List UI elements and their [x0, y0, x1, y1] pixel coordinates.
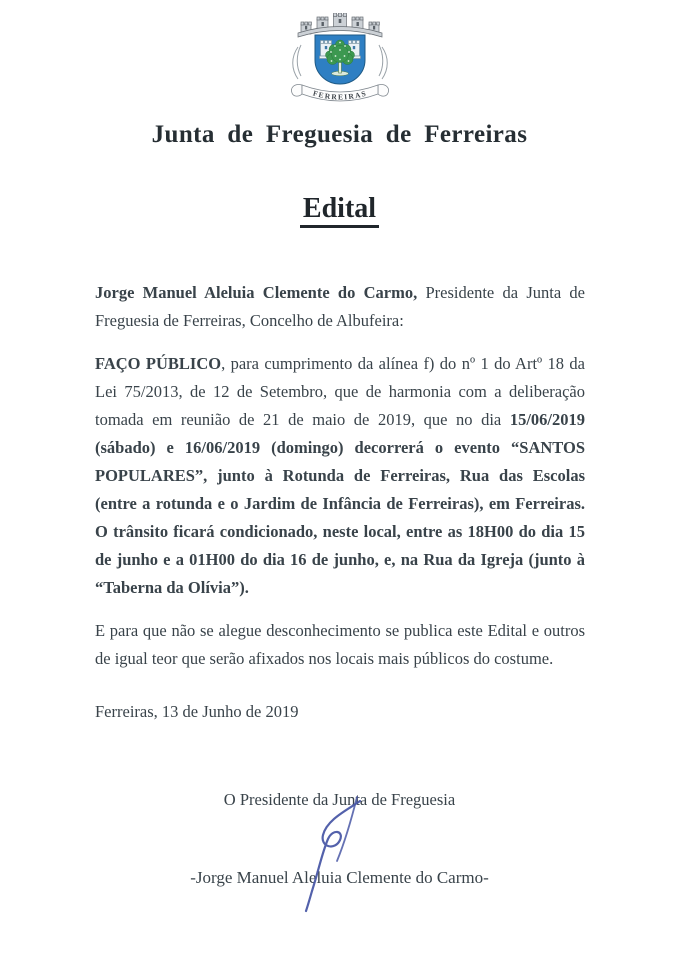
- paragraph-bold-segment: FAÇO PÚBLICO: [95, 354, 222, 373]
- crest-banner-text: FERREIRAS: [311, 88, 368, 102]
- mural-crown-icon: [298, 13, 382, 37]
- svg-text:FERREIRAS: [311, 89, 367, 102]
- paragraph-segment: E para que não se alegue desconhecimento se publica este Edital e outros de igual teor que serão afixados nos locais mais públicos do costume.: [95, 621, 585, 668]
- dateline: Ferreiras, 13 de Junho de 2019: [95, 702, 299, 721]
- paragraph-segment: , para cumprimento da alínea f) do nº 1 do Artº 18 da Lei 75/2013, de 12 de Setembro, que de harmonia com a deliberação tomada em reunião de 21 de maio de 2019, que no dia: [95, 354, 585, 429]
- doc-title: [0, 193, 679, 225]
- org-title: Junta de Freguesia de Ferreiras: [151, 121, 528, 148]
- paragraph-segment: Presidente da Junta de Freguesia de Ferreiras, Concelho de Albufeira:: [95, 283, 585, 330]
- signature-name-line: -Jorge Manuel Aleluia Clemente do Carmo-: [190, 868, 489, 887]
- signature-role-line: O Presidente da Junta de Freguesia: [223, 790, 456, 809]
- paragraph: [95, 350, 585, 602]
- crest-scroll-banner: [291, 85, 388, 102]
- document-body: [95, 279, 585, 673]
- paragraph-bold-segment: Jorge Manuel Aleluia Clemente do Carmo,: [95, 283, 418, 302]
- paragraph-bold-segment: 15/06/2019 (sábado) e 16/06/2019 (domingo) decorrerá o evento “SANTOS POPULARES”, junto à Rotunda de Ferreiras, Rua das Escolas (entre a rotunda e o Jardim de Infância de Ferreiras), em Ferreiras. O trânsito ficará condicionado, neste local, entre as 18H00 do dia 15 de junho e a 01H00 do dia 16 de junho, e, na Rua da Igreja (junto à “Taberna da Olívia”).: [95, 410, 585, 597]
- coat-of-arms: [288, 13, 392, 105]
- paragraph: [95, 279, 585, 335]
- doc-title-text: Edital: [300, 193, 379, 228]
- paragraph: [95, 617, 585, 673]
